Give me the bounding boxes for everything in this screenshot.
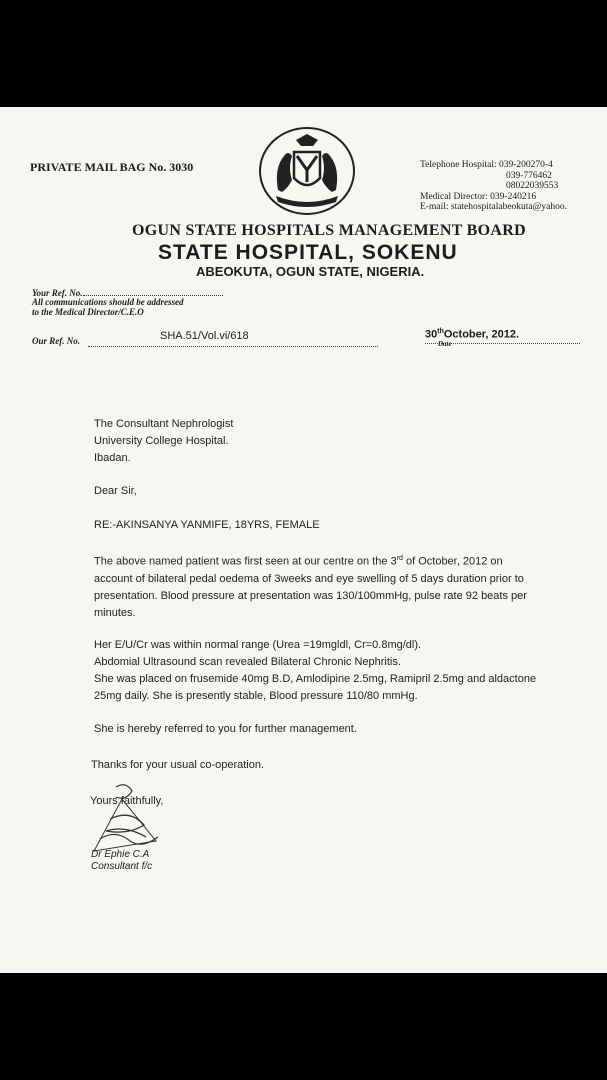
paragraph-1 bbox=[94, 550, 527, 622]
recipient-line-2: University College Hospital. bbox=[94, 435, 229, 447]
communications-line-2: to the Medical Director/C.E.O bbox=[32, 307, 144, 317]
closing: Yours faithfully, bbox=[90, 795, 164, 807]
our-ref-label: Our Ref. No. bbox=[32, 336, 81, 346]
hospital-title: STATE HOSPITAL, SOKENU bbox=[158, 241, 458, 264]
telephone-block bbox=[420, 160, 567, 213]
p2-line-1: Her E/U/Cr was within normal range (Urea =19mgldl, Cr=0.8mg/dl). bbox=[94, 639, 422, 651]
our-ref-line bbox=[88, 346, 378, 347]
recipient-line-1: The Consultant Nephrologist bbox=[94, 418, 234, 430]
letter-date bbox=[425, 328, 519, 341]
salutation: Dear Sir, bbox=[94, 485, 137, 497]
coat-of-arms-icon bbox=[258, 126, 356, 216]
date-label: Date bbox=[438, 340, 452, 348]
board-title: OGUN STATE HOSPITALS MANAGEMENT BOARD bbox=[132, 222, 526, 239]
telephone-2: 039-776462 bbox=[506, 170, 552, 181]
p2-line-4: 25mg daily. She is presently stable, Blood pressure 110/80 mmHg. bbox=[94, 690, 418, 702]
date-suffix: th bbox=[437, 328, 444, 335]
date-rest: October, 2012. bbox=[443, 328, 520, 341]
signature-icon bbox=[86, 779, 176, 859]
subject-line: RE:-AKINSANYA YANMIFE, 18YRS, FEMALE bbox=[94, 519, 320, 531]
paragraph-3: She is hereby referred to you for further management. bbox=[94, 723, 357, 735]
p1-line-2: account of bilateral pedal oedema of 3weeks and eye swelling of 5 days duration prior to bbox=[94, 572, 524, 585]
p1-line-1 bbox=[94, 550, 527, 571]
recipient-line-3: Ibadan. bbox=[94, 452, 131, 464]
medical-director-phone: 039-240216 bbox=[490, 191, 537, 202]
telephone-3: 08022039553 bbox=[506, 181, 559, 191]
email: E-mail: statehospitalabeokuta@yahoo. bbox=[420, 202, 567, 212]
your-ref-label: Your Ref. No. bbox=[32, 288, 83, 298]
p2-line-2: Abdomial Ultrasound scan revealed Bilateral Chronic Nephritis. bbox=[94, 656, 401, 668]
p1-line-1b: of October, 2012 on bbox=[402, 555, 503, 568]
medical-director-label: Medical Director: bbox=[420, 191, 488, 202]
p1-line-1-sup: rd bbox=[396, 555, 403, 562]
private-mail-bag: PRIVATE MAIL BAG No. 3030 bbox=[30, 160, 194, 174]
telephone-1: 039-200270-4 bbox=[499, 160, 553, 170]
our-ref-value: SHA.51/Vol.vi/618 bbox=[160, 330, 249, 342]
thanks-line: Thanks for your usual co-operation. bbox=[91, 759, 265, 771]
date-day: 30 bbox=[425, 328, 438, 341]
p1-line-3: presentation. Blood pressure at presentation was 130/100mmHg, pulse rate 92 beats per bbox=[94, 589, 527, 602]
signer-title: Consultant f/c bbox=[91, 861, 153, 872]
paragraph-2 bbox=[94, 637, 536, 705]
signer-name: Dr Ephie C.A bbox=[91, 849, 150, 860]
letter-page bbox=[0, 107, 607, 973]
p1-line-1a: The above named patient was first seen at our centre on the 3 bbox=[94, 555, 397, 568]
signer-block bbox=[91, 849, 152, 873]
recipient-address bbox=[94, 416, 233, 467]
p2-line-3: She was placed on frusemide 40mg B.D, Amlodipine 2.5mg, Ramipril 2.5mg and aldactone bbox=[94, 673, 537, 685]
telephone-label: Telephone Hospital: bbox=[420, 160, 497, 170]
communications-line-1: All communications should be addressed bbox=[32, 297, 184, 307]
p1-line-4: minutes. bbox=[94, 606, 136, 619]
hospital-address: ABEOKUTA, OGUN STATE, NIGERIA. bbox=[196, 264, 425, 279]
communications-note bbox=[32, 297, 184, 317]
